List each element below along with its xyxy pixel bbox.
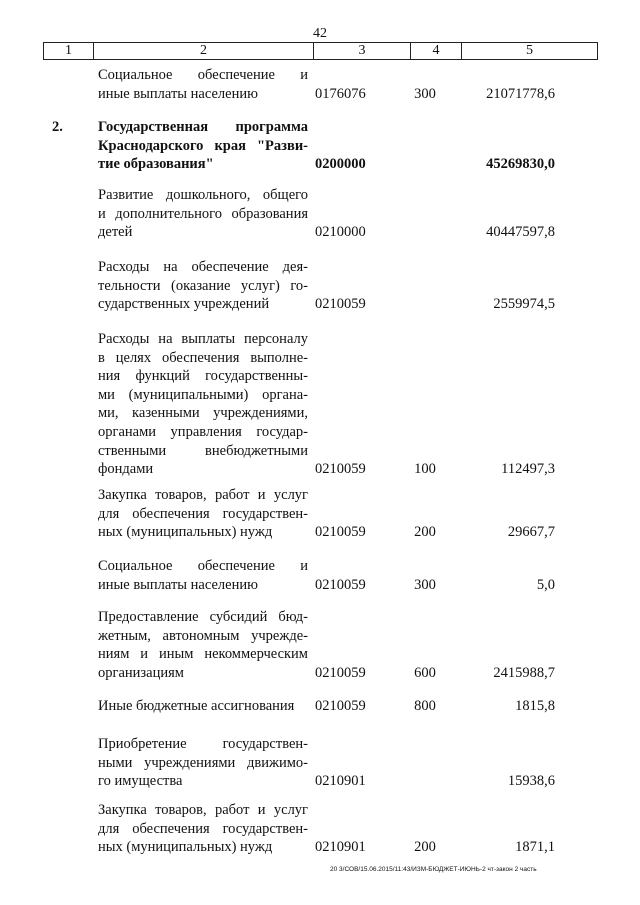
row-name — [98, 66, 308, 103]
row-name-line: Государственная программа — [98, 119, 308, 135]
row-name-line: Иные бюджетные ассигнования — [98, 698, 295, 714]
row-name — [98, 608, 308, 682]
row-expense-type: 300 — [414, 85, 436, 102]
row-name-line: Закупка товаров, работ и услуг — [98, 487, 308, 503]
row-name-line: Социальное обеспечение и — [98, 67, 308, 83]
row-name — [98, 186, 308, 242]
row-name-line: ния функций государственны- — [98, 368, 308, 385]
row-name-line: для обеспечения государствен- — [98, 505, 308, 522]
page-number: 42 — [313, 26, 327, 41]
row-code: 0210059 — [315, 461, 366, 478]
row-name-line: Расходы на выплаты персоналу — [98, 331, 308, 347]
row-name-line: ми, казенными учреждениями, — [98, 405, 308, 422]
row-name-line: го имущества — [98, 773, 183, 790]
row-name-line: в целях обеспечения выполне- — [98, 349, 308, 366]
row-expense-type: 100 — [414, 461, 436, 478]
row-name-line: ниям и иным некоммерческим — [98, 646, 308, 663]
row-name-line: Приобретение государствен- — [98, 736, 308, 752]
row-amount: 45269830,0 — [486, 156, 555, 173]
row-amount: 5,0 — [536, 576, 555, 593]
row-code: 0210059 — [315, 296, 366, 313]
column-header-1: 1 — [44, 43, 94, 60]
row-code: 0210901 — [315, 839, 366, 856]
row-name-line: ственными внебюджетными — [98, 442, 308, 459]
row-name-line: ми (муниципальными) органа- — [98, 386, 308, 403]
row-code: 0210059 — [315, 576, 366, 593]
row-amount: 1815,8 — [515, 698, 555, 714]
row-code: 0200000 — [315, 156, 366, 173]
column-header-5: 5 — [462, 43, 598, 60]
row-expense-type: 200 — [414, 524, 436, 541]
column-header-2: 2 — [94, 43, 314, 60]
row-expense-type: 300 — [414, 576, 436, 593]
row-name — [98, 735, 308, 791]
row-amount: 40447597,8 — [486, 224, 555, 241]
row-code: 0210059 — [315, 524, 366, 541]
column-header-table — [43, 42, 598, 60]
row-name-line: организациям — [98, 664, 184, 681]
row-amount: 2415988,7 — [493, 664, 555, 681]
row-expense-type: 200 — [414, 839, 436, 856]
row-amount: 21071778,6 — [486, 85, 555, 102]
row-name — [98, 330, 308, 479]
row-name-line: ных (муниципальных) нужд — [98, 524, 273, 541]
row-code: 0210059 — [315, 698, 366, 714]
row-amount: 1871,1 — [515, 839, 555, 856]
footer-filename: 20 3/СОВ/15.06.2015/11:43/ИЗМ-БЮДЖЕТ-ИЮНЬ-2 чт-закон 2 часть — [330, 866, 537, 873]
row-code: 0210059 — [315, 664, 366, 681]
row-name-line: ных (муниципальных) нужд — [98, 839, 273, 856]
row-expense-type: 600 — [414, 664, 436, 681]
row-amount: 112497,3 — [501, 461, 555, 478]
row-name-line: тие образования" — [98, 156, 214, 173]
row-number: 2. — [52, 119, 63, 135]
row-name-line: Расходы на обеспечение дея- — [98, 259, 308, 275]
row-amount: 2559974,5 — [493, 296, 555, 313]
row-amount: 15938,6 — [507, 773, 555, 790]
row-name-line: Предоставление субсидий бюд- — [98, 609, 308, 625]
row-name-line: Краснодарского края "Разви- — [98, 137, 308, 154]
row-name — [98, 801, 308, 857]
row-name-line: органами управления государ- — [98, 423, 308, 440]
row-code: 0210901 — [315, 773, 366, 790]
column-header-4: 4 — [411, 43, 462, 60]
row-name — [98, 258, 308, 314]
row-name-line: для обеспечения государствен- — [98, 820, 308, 837]
row-name — [98, 118, 308, 174]
row-name-line: жетным, автономным учрежде- — [98, 627, 308, 644]
row-name-line: иные выплаты населению — [98, 85, 258, 102]
row-name-line: ными учреждениями движимо- — [98, 754, 308, 771]
row-name-line: и дополнительного образования — [98, 205, 308, 222]
row-name-line: фондами — [98, 461, 154, 478]
column-header-3: 3 — [314, 43, 411, 60]
column-header-row — [44, 43, 598, 60]
row-name — [98, 557, 308, 594]
row-name-line: Закупка товаров, работ и услуг — [98, 802, 308, 818]
row-name-line: иные выплаты населению — [98, 576, 258, 593]
row-code: 0176076 — [315, 85, 366, 102]
row-name-line: сударственных учреждений — [98, 296, 270, 313]
row-expense-type: 800 — [414, 698, 436, 714]
row-name — [98, 697, 308, 716]
row-name — [98, 486, 308, 542]
row-name-line: Социальное обеспечение и — [98, 558, 308, 574]
row-code: 0210000 — [315, 224, 366, 241]
row-name-line: тельности (оказание услуг) го- — [98, 277, 308, 294]
row-amount: 29667,7 — [507, 524, 555, 541]
row-name-line: детей — [98, 224, 133, 241]
row-name-line: Развитие дошкольного, общего — [98, 187, 308, 203]
